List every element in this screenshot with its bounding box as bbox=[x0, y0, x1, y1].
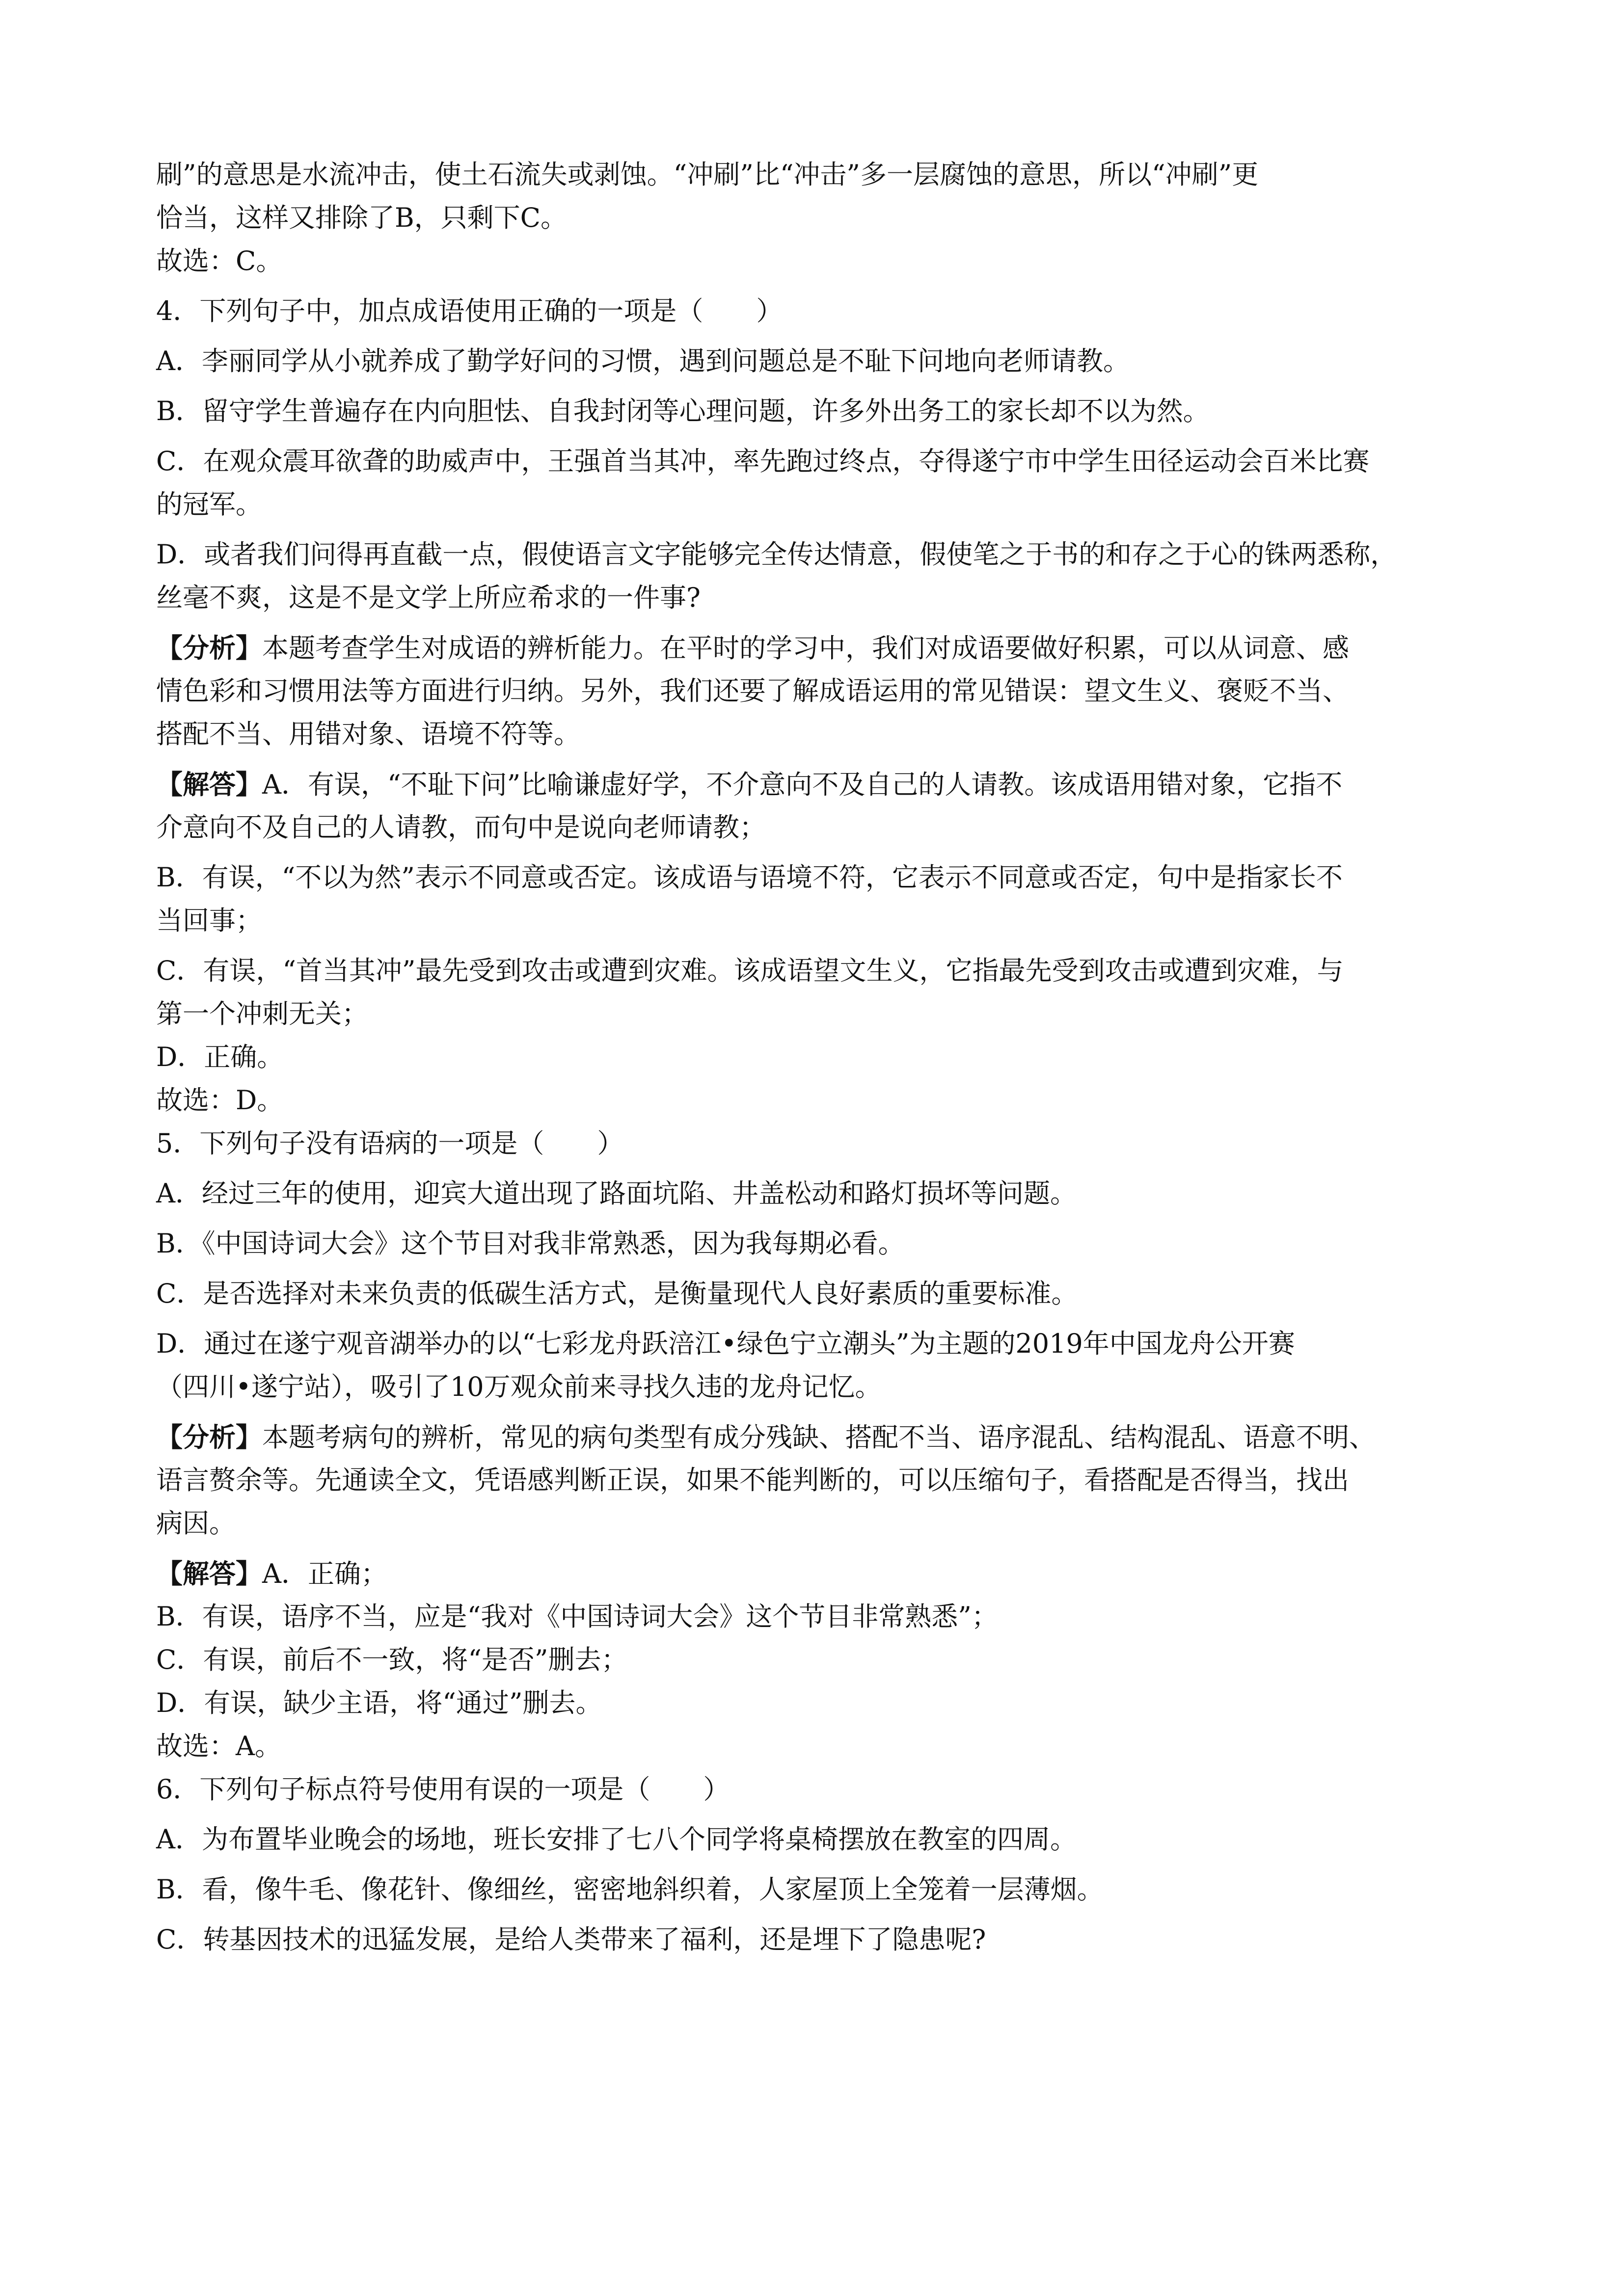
text-line bbox=[156, 669, 1482, 713]
line-text: C．有误，前后不一致，将“是否”删去； bbox=[156, 1644, 628, 1675]
text-line bbox=[156, 1459, 1482, 1502]
text-line bbox=[156, 1079, 1482, 1122]
line-text: 语言赘余等。先通读全文，凭语感判断正误，如果不能判断的，可以压缩句子，看搭配是否得当，找出 bbox=[156, 1465, 1349, 1495]
line-text: 当回事； bbox=[156, 905, 262, 936]
line-text: B．看，像牛毛、像花针、像细丝，密密地斜织着，人家屋顶上全笼着一层薄烟。 bbox=[156, 1874, 1104, 1905]
text-line bbox=[156, 763, 1482, 806]
line-text: 故选：D。 bbox=[156, 1085, 284, 1116]
section-label: 【分析】 bbox=[156, 1421, 262, 1453]
text-line bbox=[156, 1036, 1482, 1079]
line-text: 本题考查学生对成语的辨析能力。在平时的学习中，我们对成语要做好积累，可以从词意、感 bbox=[262, 633, 1349, 664]
line-text: 病因。 bbox=[156, 1508, 236, 1539]
line-text: A．为布置毕业晚会的场地，班长安排了七八个同学将桌椅摆放在教室的四周。 bbox=[156, 1824, 1077, 1855]
text-line bbox=[156, 626, 1482, 669]
document-page bbox=[156, 153, 1482, 1961]
text-line bbox=[156, 1682, 1482, 1725]
line-text: 介意向不及自己的人请教，而句中是说向老师请教； bbox=[156, 812, 766, 843]
line-text: D．有误，缺少主语，将“通过”删去。 bbox=[156, 1687, 602, 1718]
text-line bbox=[156, 1502, 1482, 1545]
line-text: 故选：A。 bbox=[156, 1731, 281, 1762]
text-line bbox=[156, 576, 1482, 619]
text-line bbox=[156, 899, 1482, 942]
text-line bbox=[156, 713, 1482, 756]
line-text: 恰当，这样又排除了B，只剩下C。 bbox=[156, 202, 567, 233]
line-text: A．经过三年的使用，迎宾大道出现了路面坑陷、井盖松动和路灯损坏等问题。 bbox=[156, 1178, 1077, 1209]
text-line bbox=[156, 1868, 1482, 1911]
line-text: B．有误，“不以为然”表示不同意或否定。该成语与语境不符，它表示不同意或否定，句中是指家长不 bbox=[156, 862, 1343, 893]
text-line bbox=[156, 856, 1482, 899]
text-line bbox=[156, 1365, 1482, 1409]
text-line bbox=[156, 1322, 1482, 1365]
text-line bbox=[156, 196, 1482, 240]
section-label: 【解答】 bbox=[156, 769, 262, 800]
text-line bbox=[156, 483, 1482, 526]
text-line bbox=[156, 1222, 1482, 1265]
text-line bbox=[156, 1918, 1482, 1961]
line-text: 6．下列句子标点符号使用有误的一项是（ ） bbox=[156, 1774, 730, 1805]
line-text: 本题考病句的辨析，常见的病句类型有成分残缺、搭配不当、语序混乱、结构混乱、语意不明、 bbox=[262, 1422, 1376, 1453]
line-text: C．转基因技术的迅猛发展，是给人类带来了福利，还是埋下了隐患呢? bbox=[156, 1924, 986, 1955]
line-text: A．有误，“不耻下问”比喻谦虚好学，不介意向不及自己的人请教。该成语用错对象，它指不 bbox=[262, 769, 1343, 800]
text-line bbox=[156, 533, 1482, 576]
line-text: A．正确； bbox=[262, 1558, 387, 1589]
text-line bbox=[156, 290, 1482, 333]
text-line bbox=[156, 153, 1482, 196]
text-line bbox=[156, 1172, 1482, 1215]
line-text: 刷”的意思是水流冲击，使土石流失或剥蚀。“冲刷”比“冲击”多一层腐蚀的意思，所以“冲刷”更 bbox=[156, 159, 1259, 190]
line-text: B．留守学生普遍存在内向胆怯、自我封闭等心理问题，许多外出务工的家长却不以为然。 bbox=[156, 396, 1210, 427]
text-line bbox=[156, 1415, 1482, 1459]
line-text: C．在观众震耳欲聋的助威声中，王强首当其冲，率先跑过终点，夺得遂宁市中学生田径运动会百米比赛 bbox=[156, 446, 1370, 477]
line-text: C．是否选择对未来负责的低碳生活方式，是衡量现代人良好素质的重要标准。 bbox=[156, 1278, 1078, 1309]
text-line bbox=[156, 1638, 1482, 1682]
section-label: 【分析】 bbox=[156, 632, 262, 664]
line-text: 故选：C。 bbox=[156, 245, 283, 276]
line-text: 搭配不当、用错对象、语境不符等。 bbox=[156, 719, 580, 749]
text-line bbox=[156, 1122, 1482, 1165]
line-text: 丝毫不爽，这是不是文学上所应希求的一件事? bbox=[156, 582, 701, 613]
line-text: 的冠军。 bbox=[156, 489, 262, 520]
section-label: 【解答】 bbox=[156, 1558, 262, 1589]
text-line bbox=[156, 1768, 1482, 1811]
text-line bbox=[156, 440, 1482, 483]
line-text: D．通过在遂宁观音湖举办的以“七彩龙舟跃涪江•绿色宁立潮头”为主题的2019年中国龙舟公开赛 bbox=[156, 1328, 1295, 1359]
text-line bbox=[156, 949, 1482, 992]
text-line bbox=[156, 1725, 1482, 1768]
line-text: 4．下列句子中，加点成语使用正确的一项是（ ） bbox=[156, 295, 783, 326]
line-text: D．或者我们问得再直截一点，假使语言文字能够完全传达情意，假使笔之于书的和存之于心的铢两悉称， bbox=[156, 539, 1397, 570]
text-line bbox=[156, 992, 1482, 1036]
text-line bbox=[156, 806, 1482, 849]
text-line bbox=[156, 240, 1482, 283]
line-text: B．有误，语序不当，应是“我对《中国诗词大会》这个节目非常熟悉”； bbox=[156, 1601, 998, 1632]
text-line bbox=[156, 340, 1482, 383]
line-text: 第一个冲刺无关； bbox=[156, 998, 368, 1029]
line-text: （四川•遂宁站），吸引了10万观众前来寻找久违的龙舟记忆。 bbox=[156, 1371, 882, 1402]
text-line bbox=[156, 1818, 1482, 1861]
line-text: A．李丽同学从小就养成了勤学好问的习惯，遇到问题总是不耻下问地向老师请教。 bbox=[156, 346, 1130, 376]
text-line bbox=[156, 1595, 1482, 1638]
text-line bbox=[156, 390, 1482, 433]
line-text: 5．下列句子没有语病的一项是（ ） bbox=[156, 1128, 624, 1159]
text-line bbox=[156, 1552, 1482, 1595]
line-text: D．正确。 bbox=[156, 1041, 284, 1072]
line-text: 情色彩和习惯用法等方面进行归纳。另外，我们还要了解成语运用的常见错误：望文生义、褒贬不当、 bbox=[156, 675, 1349, 706]
text-line bbox=[156, 1272, 1482, 1315]
line-text: B．《中国诗词大会》这个节目对我非常熟悉，因为我每期必看。 bbox=[156, 1228, 905, 1259]
line-text: C．有误，“首当其冲”最先受到攻击或遭到灾难。该成语望文生义，它指最先受到攻击或遭到灾难，与 bbox=[156, 955, 1344, 986]
